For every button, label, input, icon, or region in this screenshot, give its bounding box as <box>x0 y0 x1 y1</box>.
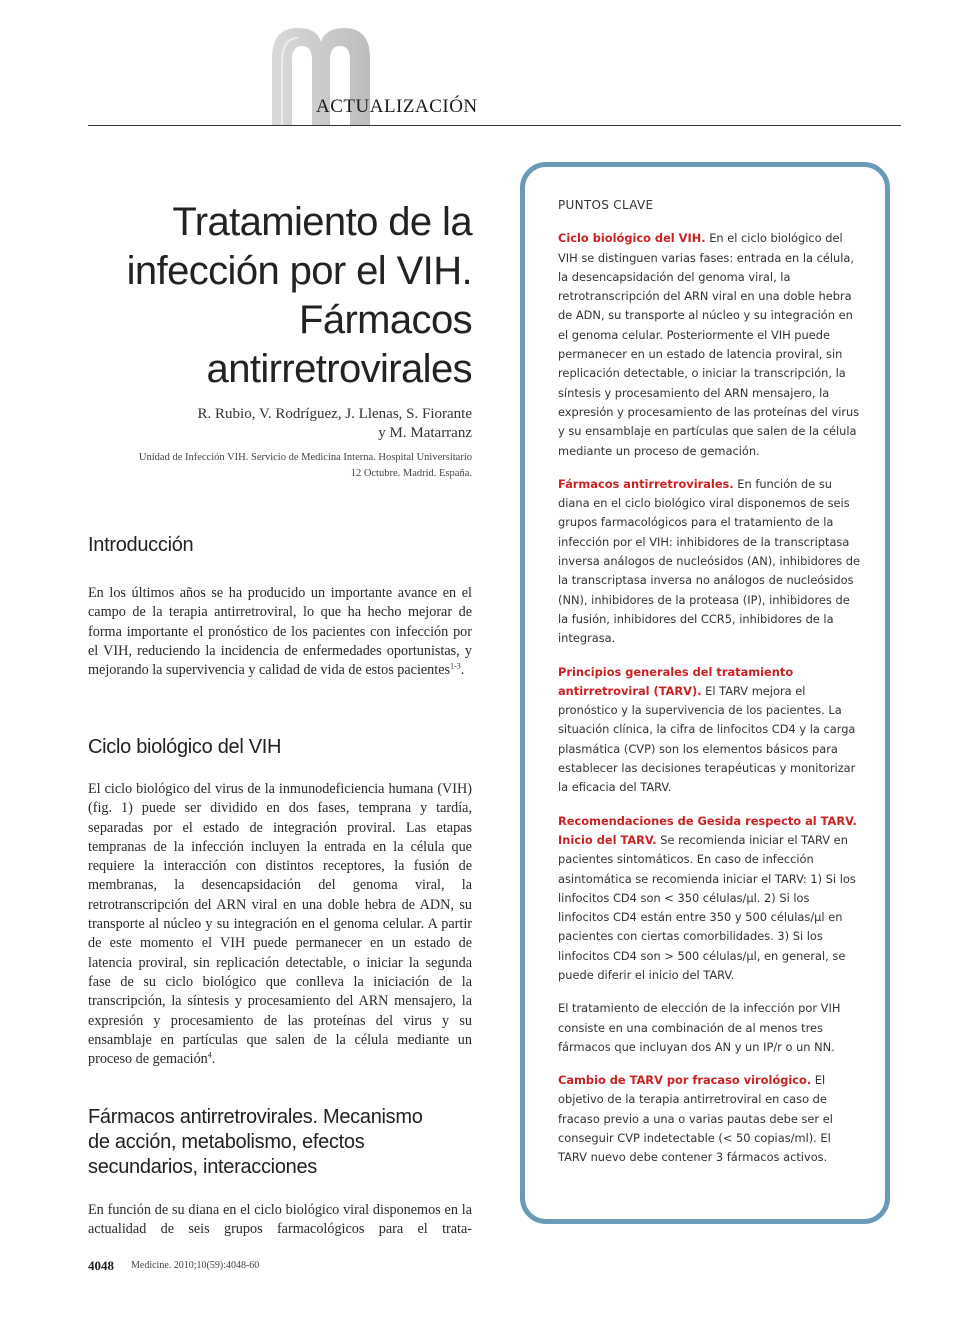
header-divider <box>88 125 901 126</box>
key-points-heading: PUNTOS CLAVE <box>558 198 654 212</box>
authors: R. Rubio, V. Rodríguez, J. Llenas, S. Fiorante y M. Matarranz <box>197 406 472 441</box>
reference-superscript: 4 <box>207 1050 212 1060</box>
heading-introduccion: Introducción <box>88 534 194 556</box>
heading-farmacos: Fármacos antirretrovirales. Mecanismo de acción, metabolismo, efectos secundarios, interacciones <box>88 1106 423 1178</box>
key-point-item: Cambio de TARV por fracaso virológico. El objetivo de la terapia antirretroviral en caso de fracaso previo a una o varias pautas debe ser el conseguir CVP indetectable (< 50 copias/ml). El TARV nuevo debe contener 3 fármacos activos. <box>558 1073 833 1165</box>
article-title <box>88 198 472 394</box>
key-point-item: El tratamiento de elección de la infección por VIH consiste en una combinación de al menos tres fármacos que incluyan dos AN y un IP/r o un NN. <box>558 1001 841 1054</box>
title-line: Tratamiento de la <box>172 200 472 244</box>
reference-superscript: 1-3 <box>450 661 461 671</box>
paragraph-introduccion: En los últimos años se ha producido un importante avance en el campo de la terapia antirretroviral, lo que ha hecho mejorar de forma importante el pronóstico de los pacientes con infección por el VIH, reduciendo la incidencia de enfermedades oportunistas, y mejorando la supervivencia y calidad de vida de estos pacientes$^{1-3}$. <box>88 585 472 679</box>
title-line: infección por el VIH. <box>126 249 472 293</box>
page-number: 4048 <box>88 1258 114 1273</box>
key-point-item: Recomendaciones de Gesida respecto al TARV. Inicio del TARV. Se recomienda iniciar el TARV en pacientes sintomáticos. En caso de infección asintomática se recomienda iniciar el TARV: 1) Si los linfocitos CD4 son < 350 células/µl. 2) Si los linfocitos CD4 están entre 350 y 500 células/µl en pacientes con ciertas comorbilidades. 3) Si los linfocitos CD4 son > 500 células/µl, en general, se puede diferir el inicio del TARV. <box>558 813 857 982</box>
title-line: Fármacos <box>298 298 472 342</box>
journal-citation: Medicine. 2010;10(59):4048-60 <box>131 1260 260 1271</box>
section-label: ACTUALIZACIÓN <box>316 96 478 117</box>
affiliation: Unidad de Infección VIH. Servicio de Medicina Interna. Hospital Universitario 12 Octubre. Madrid. España. <box>138 452 472 479</box>
paragraph-farmacos: En función de su diana en el ciclo biológico viral disponemos en la actualidad de seis grupos farmacológicos para el trata- <box>88 1202 472 1238</box>
title-line: antirretrovirales <box>206 347 472 391</box>
key-points-content <box>558 196 862 1182</box>
key-point-item: Fármacos antirretrovirales. En función de su diana en el ciclo biológico viral disponemos de seis grupos farmacológicos para el tratamiento de la infección por el VIH: inhibidores de la transcriptasa inversa análogos de nucleósidos (AN), inhibidores de la transcriptasa inversa no análogos de nucleósidos (NN), inhibidores de la proteasa (IP), inhibidores de la fusión, inhibidores del CCR5, inhibidores de la integrasa. <box>558 476 861 646</box>
paragraph-ciclo-biologico: El ciclo biológico del virus de la inmunodeficiencia humana (VIH) (fig. 1) puede ser dividido en dos fases, temprana y tardía, separadas por el estado de integración proviral. Las etapas tempranas de la infección incluyen la entrada en la célula que requiere la interacción con distintos receptores, la fusión de membranas, la desencapsidación del genoma viral, la retrotranscripción del ARN viral en una doble hebra de ADN, su transporte al núcleo y su integración en el genoma celular. A partir de este momento el VIH puede permanecer en un estado de latencia proviral, sin replicación detectable, o iniciar la segunda fase de su ciclo biológico que conlleva la iniciación de la transcripción, la síntesis y procesamiento del ARN mensajero, la expresión y procesamiento de las proteínas del virus y su ensamblaje en partículas que salen de la célula mediante un proceso de gemación$^4$. <box>88 781 472 1068</box>
heading-ciclo-biologico: Ciclo biológico del VIH <box>88 736 282 758</box>
key-point-item: Ciclo biológico del VIH. En el ciclo biológico del VIH se distinguen varias fases: entrada en la célula, la desencapsidación del genoma viral, la retrotranscripción del ARN viral en una doble hebra de ADN, su transporte al núcleo y su integración en el genoma celular. Posteriormente el VIH puede permanecer en un estado de latencia proviral, sin replicación detectable, o iniciar la transcripción, la síntesis y procesamiento del ARN mensajero, la expresión y procesamiento de las proteínas del virus y su ensamblaje en partículas que salen de la célula mediante un proceso de gemación. <box>558 231 860 458</box>
key-point-item: Principios generales del tratamiento antirretroviral (TARV). El TARV mejora el pronóstico y la supervivencia de los pacientes. La situación clínica, la cifra de linfocitos CD4 y la carga plasmática (CVP) son los elementos básicos para establecer las decisiones terapéuticas y monitorizar la eficacia del TARV. <box>558 664 856 795</box>
